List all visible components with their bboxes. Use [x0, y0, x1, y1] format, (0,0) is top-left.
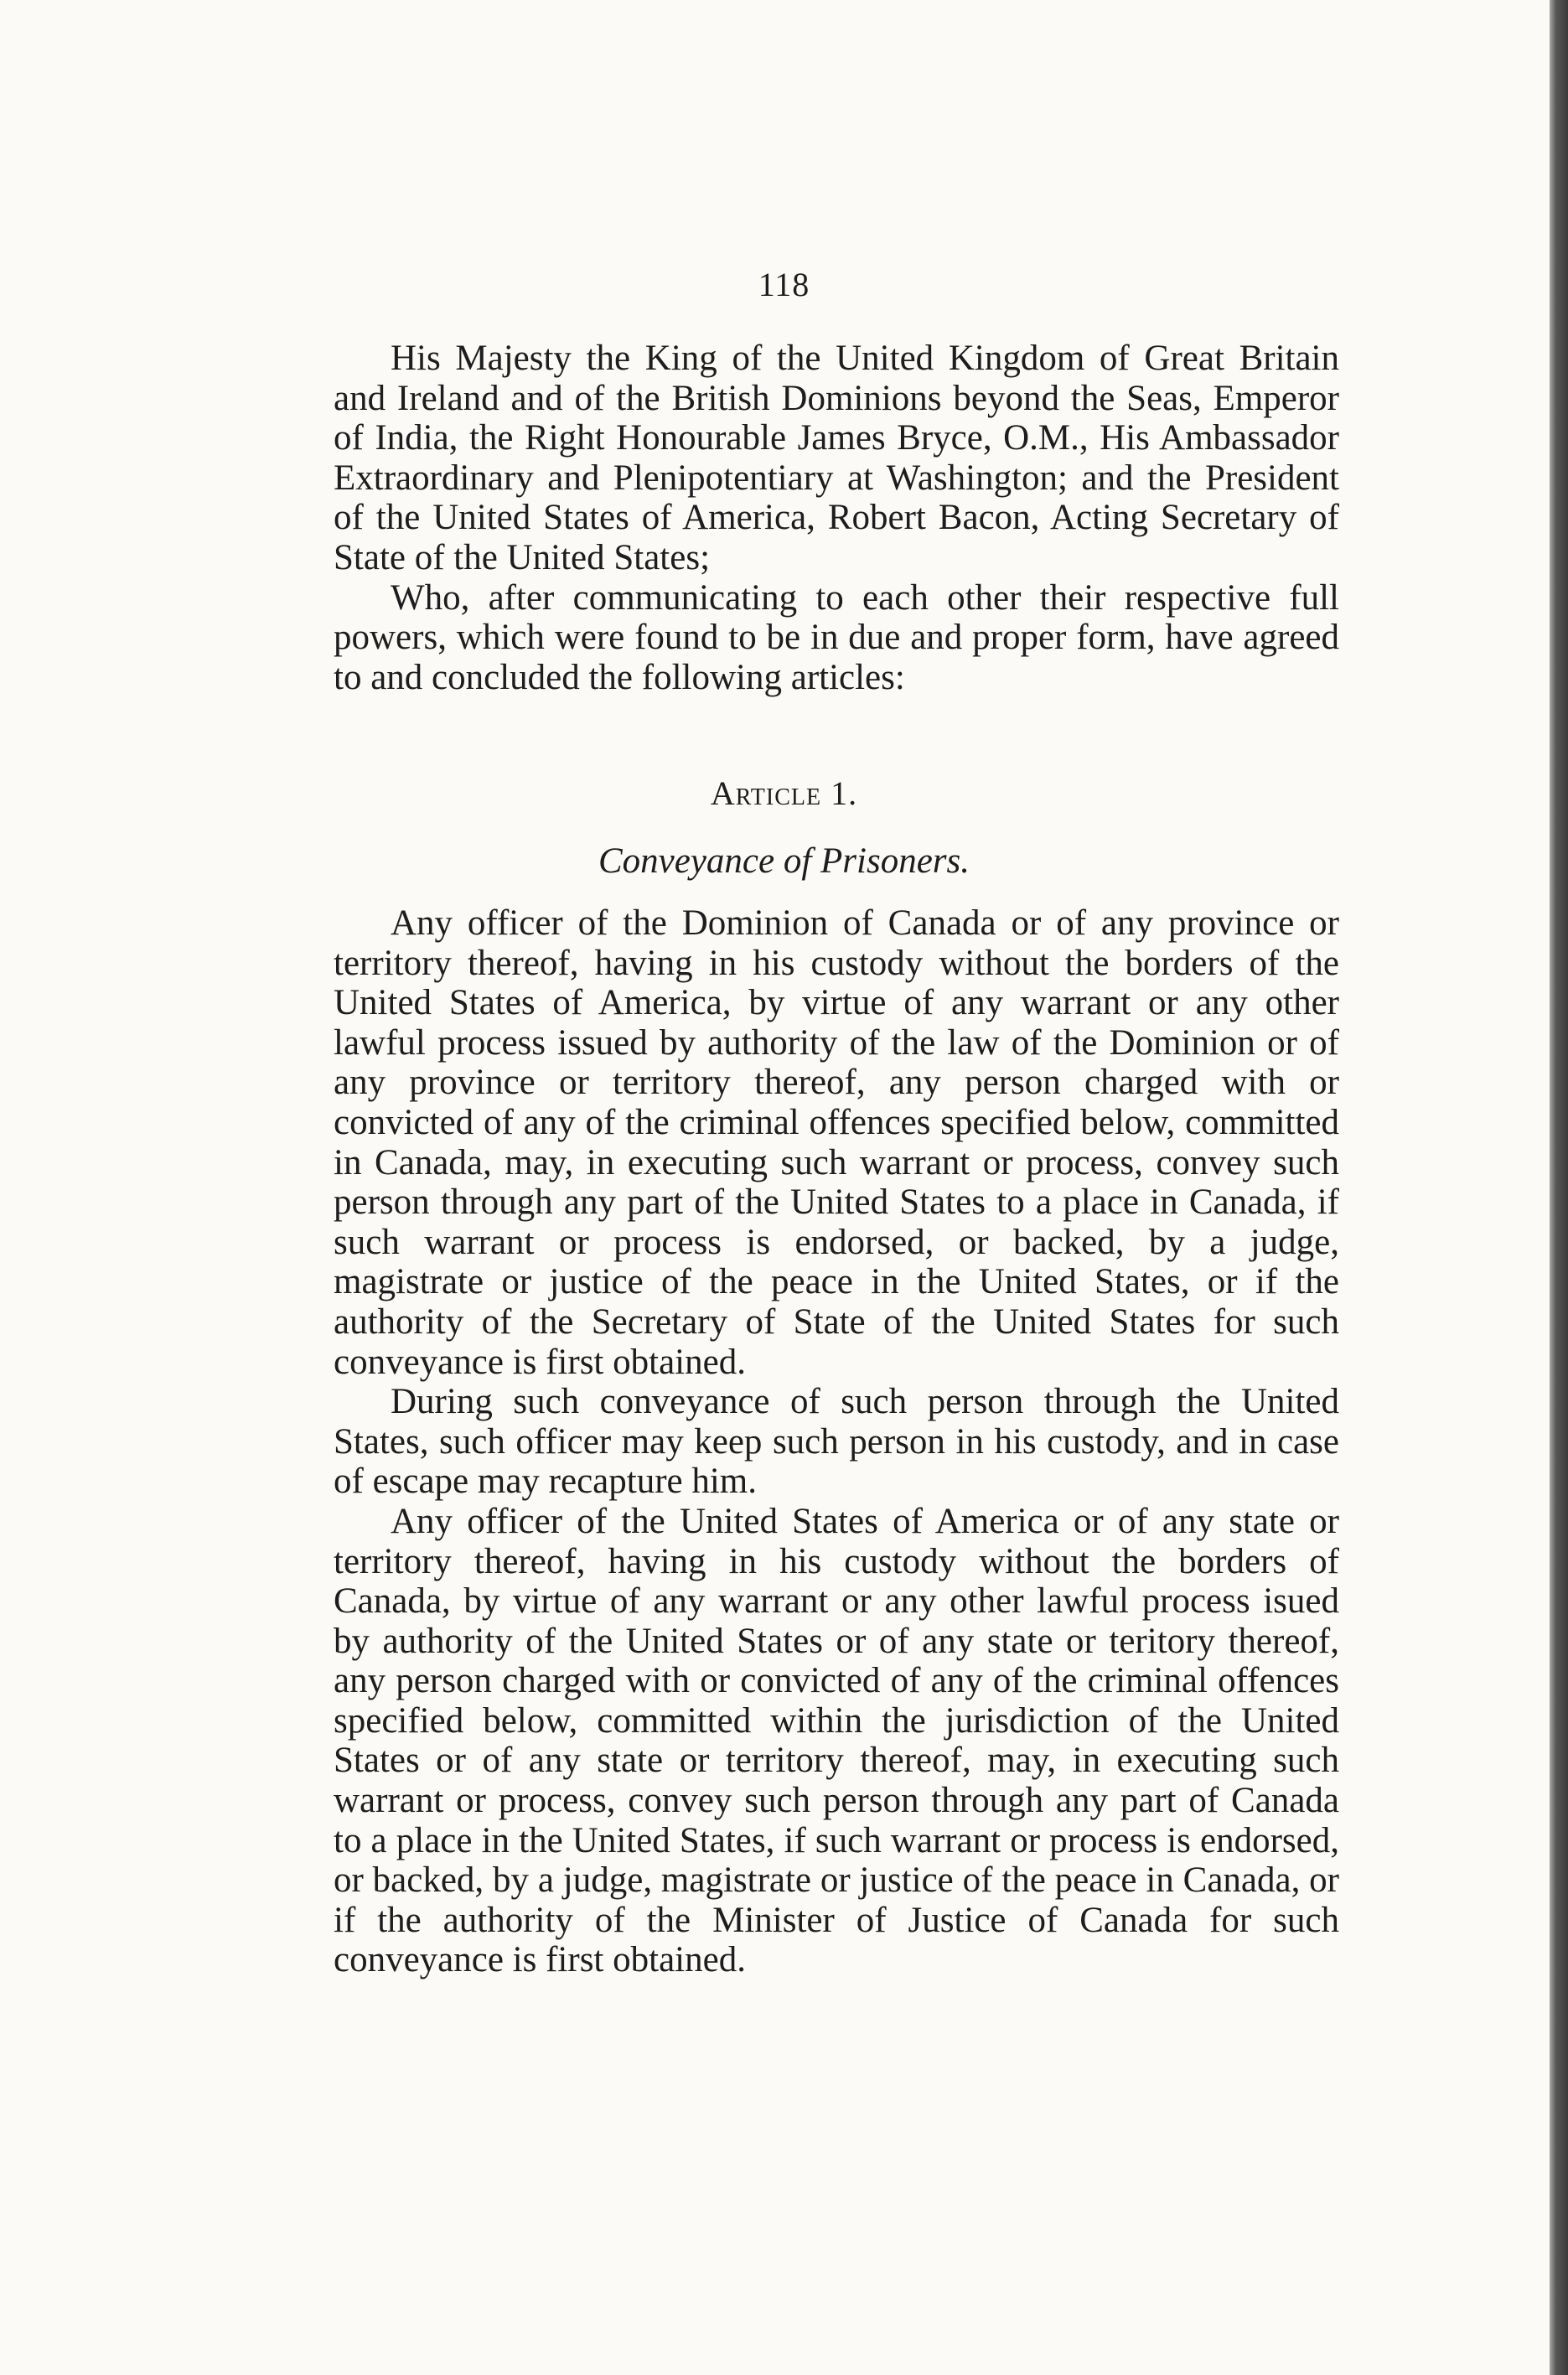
- page-number: 118: [758, 266, 810, 303]
- intro-paragraph-agreement: Who, after communicating to each other their respective full powers, which were found to be in due and proper form, have agreed to and concluded the following articles:: [334, 577, 1339, 697]
- intro-paragraph-parties: His Majesty the King of the United Kingdom of Great Britain and Ireland and of the British Dominions beyond the Seas, Emperor of India, the Right Honourable James Bryce, O.M., His Ambassador Extraordinary and Plenipotentiary at Washington; and the President of the United States of America, Robert Bacon, Acting Secretary of State of the United States;: [334, 339, 1339, 577]
- intro-text: [334, 339, 1339, 697]
- article-body: [334, 903, 1339, 1980]
- page-binding-edge: [1550, 0, 1568, 2375]
- article-paragraph-canada-officer: Any officer of the Dominion of Canada or of any province or territory thereof, having in his custody without the borders of the United States of America, by virtue of any warrant or any other lawful process issued by authority of the law of the Dominion or of any province or territory thereof, any person charged with or convicted of any of the criminal offences specified below, committed in Canada, may, in executing such warrant or process, convey such person through any part of the United States to a place in Canada, if such warrant or process is endorsed, or backed, by a judge, magistrate or justice of the peace in the United States, or if the authority of the Secretary of State of the United States for such conveyance is first obtained.: [334, 903, 1339, 1382]
- article-subheading: Conveyance of Prisoners.: [598, 841, 970, 881]
- article-paragraph-custody: During such conveyance of such person through the United States, such officer may keep such person in his custody, and in case of escape may recapture him.: [334, 1382, 1339, 1502]
- article-heading: Article 1.: [710, 774, 858, 812]
- article-paragraph-us-officer: Any officer of the United States of America or of any state or territory thereof, having in his custody without the borders of Canada, by virtue of any warrant or any other lawful process isued by authority of the United States or of any state or teritory thereof, any person charged with or convicted of any of the criminal offences specified below, committed within the jurisdiction of the United States or of any state or territory thereof, may, in executing such warrant or process, convey such person through any part of Canada to a place in the United States, if such warrant or process is endorsed, or backed, by a judge, magistrate or justice of the peace in Canada, or if the authority of the Minister of Justice of Canada for such conveyance is first obtained.: [334, 1501, 1339, 1980]
